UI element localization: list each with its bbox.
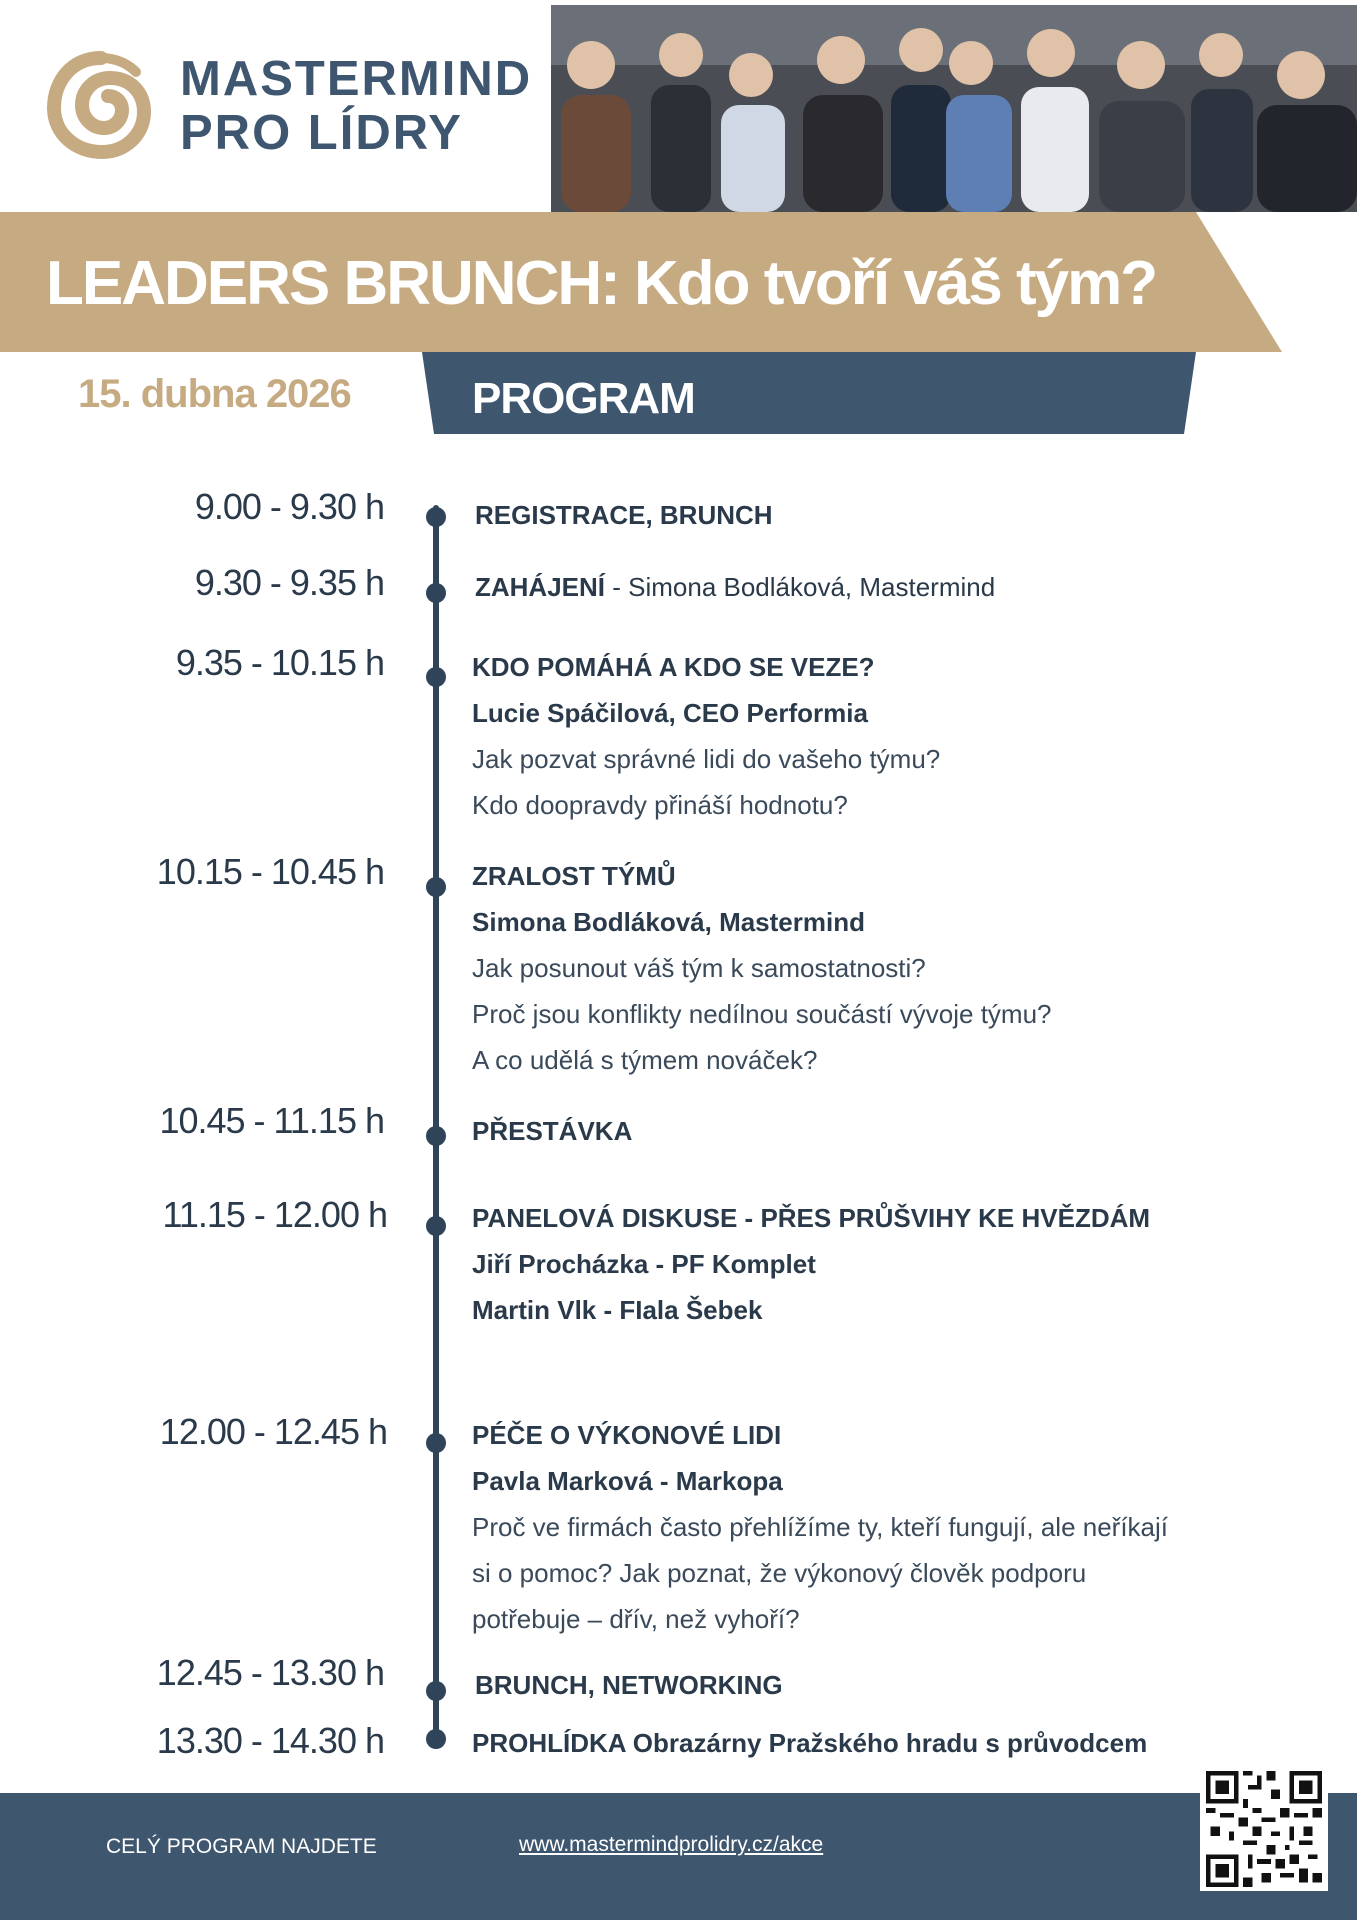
title-banner xyxy=(0,212,1357,352)
audience-photo xyxy=(551,5,1357,212)
schedule-title: PŘESTÁVKA xyxy=(472,1116,633,1146)
schedule-time: 9.00 - 9.30 h xyxy=(194,486,384,527)
schedule-speaker: Jiří Procházka - PF Komplet xyxy=(472,1249,816,1279)
timeline-dot xyxy=(426,583,446,603)
website-link[interactable] xyxy=(519,1833,823,1857)
schedule-speaker: Lucie Spáčilová, CEO Performia xyxy=(472,698,868,728)
schedule-time: 12.00 - 12.45 h xyxy=(159,1411,387,1452)
website-link-path[interactable]: /akce xyxy=(773,1833,824,1856)
timeline-dot xyxy=(426,507,446,527)
schedule-time: 12.45 - 13.30 h xyxy=(156,1652,384,1693)
website-link-main[interactable]: www.mastermindprolidry.cz xyxy=(519,1833,773,1856)
schedule-title: ZAHÁJENÍ xyxy=(475,572,606,602)
schedule-speaker: Martin Vlk - FIala Šebek xyxy=(472,1295,763,1325)
brand-line-1: MASTERMIND xyxy=(180,52,533,106)
schedule-title: REGISTRACE, BRUNCH xyxy=(475,500,773,530)
schedule-title: ZRALOST TÝMŮ xyxy=(472,861,676,891)
qr-code-icon[interactable] xyxy=(1200,1767,1328,1891)
schedule-time: 10.45 - 11.15 h xyxy=(159,1100,384,1141)
schedule-desc-line: potřebuje – dřív, než vyhoří? xyxy=(472,1604,800,1634)
schedule-title: KDO POMÁHÁ A KDO SE VEZE? xyxy=(472,652,875,682)
brand-line-2: PRO LÍDRY xyxy=(180,106,463,160)
timeline-dot xyxy=(426,1433,446,1453)
schedule-desc-line: Jak posunout váš tým k samostatnosti? xyxy=(472,953,926,983)
schedule-time: 10.15 - 10.45 h xyxy=(156,851,384,892)
timeline-dot xyxy=(426,1729,446,1749)
timeline-dot xyxy=(426,1126,446,1146)
schedule-title: PANELOVÁ DISKUSE - PŘES PRŮŠVIHY KE HVĚZDÁM xyxy=(472,1203,1151,1233)
timeline-line xyxy=(433,505,439,1735)
footer xyxy=(0,1793,1357,1920)
program-label: PROGRAM xyxy=(472,374,695,423)
timeline-dot xyxy=(426,1216,446,1236)
schedule-desc-line: A co udělá s týmem nováček? xyxy=(472,1045,818,1075)
schedule-time: 9.35 - 10.15 h xyxy=(175,642,384,683)
schedule-desc-line: Kdo doopravdy přináší hodnotu? xyxy=(472,790,848,820)
schedule-title-suffix: - Simona Bodláková, Mastermind xyxy=(605,572,996,602)
schedule-title: BRUNCH, NETWORKING xyxy=(475,1670,783,1700)
brand-name xyxy=(180,52,532,160)
footer-label: CELÝ PROGRAM NAJDETE xyxy=(106,1835,377,1858)
header xyxy=(0,0,1357,212)
mastermind-logo-icon xyxy=(46,50,156,160)
timeline-dot xyxy=(426,877,446,897)
event-title: LEADERS BRUNCH: Kdo tvoří váš tým? xyxy=(46,249,1157,318)
schedule-desc-line: Jak pozvat správné lidi do vašeho týmu? xyxy=(472,744,941,774)
schedule-speaker: Simona Bodláková, Mastermind xyxy=(472,907,865,937)
schedule-desc-line: si o pomoc? Jak poznat, že výkonový člověk podporu xyxy=(472,1558,1087,1588)
schedule-desc-line: Proč ve firmách často přehlížíme ty, kteří fungují, ale neříkají xyxy=(472,1512,1169,1542)
schedule-title: PROHLÍDKA Obrazárny Pražského hradu s průvodcem xyxy=(472,1728,1148,1758)
schedule-time: 9.30 - 9.35 h xyxy=(194,562,384,603)
schedule-time: 13.30 - 14.30 h xyxy=(156,1720,384,1761)
event-date: 15. dubna 2026 xyxy=(78,372,351,416)
schedule-time: 11.15 - 12.00 h xyxy=(162,1194,387,1235)
schedule-desc-line: Proč jsou konflikty nedílnou součástí vývoje týmu? xyxy=(472,999,1052,1029)
timeline-dot xyxy=(426,1681,446,1701)
schedule-speaker: Pavla Marková - Markopa xyxy=(472,1466,783,1496)
timeline-dot xyxy=(426,667,446,687)
schedule-title: PÉČE O VÝKONOVÉ LIDI xyxy=(472,1420,782,1450)
